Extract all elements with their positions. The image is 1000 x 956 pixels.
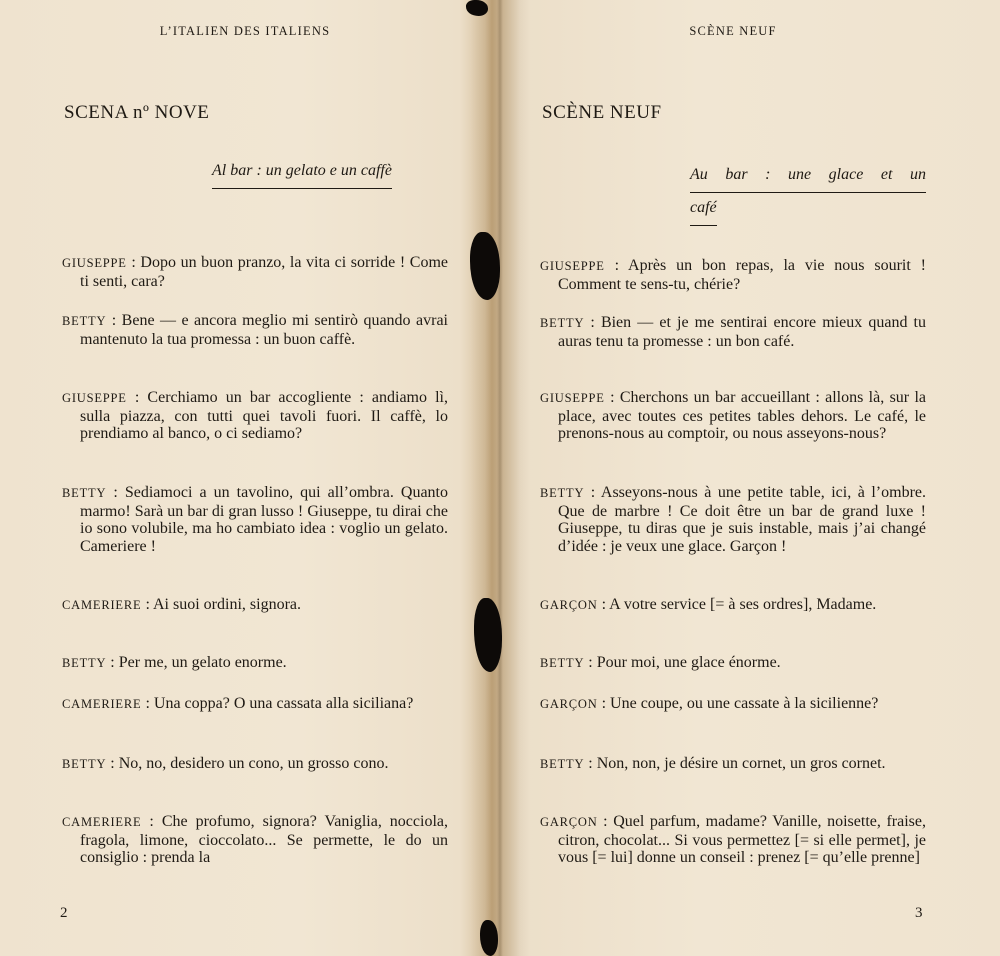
line-text: Cerchiamo un bar accogliente : andiamo lì, sulla piazza, con tutti quei tavoli fuori. Il caffè, lo prendiamo al banco, o ci sediamo? <box>80 389 448 442</box>
scene-title: SCÈNE NEUF <box>542 102 662 123</box>
binding-tear <box>466 0 488 16</box>
line-text: Cherchons un bar accueillant : allons là, sur la place, avec toutes ces petites tables dehors. Le café, le prenons-nous au comptoir, ou nous asseyons-nous? <box>558 389 926 442</box>
speaker-name: GIUSEPPE <box>540 391 605 405</box>
gutter-shadow <box>470 0 530 956</box>
dialogue-line: CAMERIERE : Ai suoi ordini, signora. <box>62 596 301 613</box>
line-text: Pour moi, une glace énorme. <box>596 654 781 671</box>
speaker-name: CAMERIERE <box>62 815 142 829</box>
speaker-name: GARÇON <box>540 697 598 711</box>
speaker-name: BETTY <box>62 656 107 670</box>
line-text: Quel parfum, madame? Vanille, noisette, fraise, citron, chocolat... Si vous permettez [= si elle permet], je vous [= lui] donne un conseil : prenez [= qu’elle prenne] <box>558 813 926 866</box>
dialogue-line: BETTY : No, no, desidero un cono, un grosso cono. <box>62 755 389 772</box>
dialogue-line: GIUSEPPE : Cerchiamo un bar accogliente : andiamo lì, sulla piazza, con tutti quei tavoli fuori. Il caffè, lo prendiamo al banco, o ci sediamo? <box>62 389 448 442</box>
right-page <box>538 0 928 956</box>
dialogue-line: BETTY : Non, non, je désire un cornet, un gros cornet. <box>540 755 886 772</box>
dialogue-line: GIUSEPPE : Cherchons un bar accueillant : allons là, sur la place, avec toutes ces petites tables dehors. Le café, le prenons-nous au comptoir, ou nous asseyons-nous? <box>540 389 926 442</box>
speaker-name: BETTY <box>62 757 107 771</box>
speaker-name: GARÇON <box>540 598 598 612</box>
line-text: Per me, un gelato enorme. <box>118 654 287 671</box>
dialogue-line: GIUSEPPE : Dopo un buon pranzo, la vita ci sorride ! Come ti senti, cara? <box>62 254 448 290</box>
speaker-name: BETTY <box>540 316 585 330</box>
speaker-name: BETTY <box>62 486 107 500</box>
dialogue-line: GARÇON : Quel parfum, madame? Vanille, noisette, fraise, citron, chocolat... Si vous permettez [= si elle permet], je vous [= lui] donne un conseil : prenez [= qu’elle prenne] <box>540 813 926 866</box>
line-text: Asseyons-nous à une petite table, ici, à l’ombre. Que de marbre ! Ce doit être un bar de grand luxe ! Giuseppe, tu diras que je suis instable, mais j’ai changé d’idée : je veux une glace. Garçon ! <box>558 484 927 555</box>
line-text: Non, non, je désire un cornet, un gros cornet. <box>596 755 886 772</box>
speaker-name: BETTY <box>540 656 585 670</box>
scene-subtitle-continued: café <box>690 191 717 226</box>
line-text: Che profumo, signora? Vaniglia, nocciola, fragola, limone, cioccolato... Se permette, le do un consiglio : prenda la <box>80 813 448 866</box>
line-text: Sediamoci a un tavolino, qui all’ombra. Quanto marmo! Sarà un bar di gran lusso ! Giuseppe, tu dirai che io sono volubile, ma ho cambiato idea : voglio un gelato. Cameriere ! <box>80 484 448 555</box>
line-text: Une coupe, ou une cassate à la sicilienne? <box>610 695 879 712</box>
line-text: Bien — et je me sentirai encore mieux quand tu auras tenu ta promesse : un bon café. <box>558 314 926 350</box>
dialogue-line: BETTY : Asseyons-nous à une petite table, ici, à l’ombre. Que de marbre ! Ce doit être un bar de grand luxe ! Giuseppe, tu diras que je suis instable, mais j’ai changé d’idée : je veux une glace. Garçon ! <box>540 484 927 555</box>
speaker-name: CAMERIERE <box>62 697 142 711</box>
left-page <box>60 0 450 956</box>
binding-tear <box>480 920 498 956</box>
scene-subtitle: Al bar : un gelato e un caffè <box>212 154 392 189</box>
line-text: Una coppa? O una cassata alla siciliana? <box>153 695 414 712</box>
dialogue-line: BETTY : Per me, un gelato enorme. <box>62 654 287 671</box>
dialogue-line: CAMERIERE : Che profumo, signora? Vaniglia, nocciola, fragola, limone, cioccolato... Se permette, le do un consiglio : prenda la <box>62 813 448 866</box>
speaker-name: BETTY <box>540 757 585 771</box>
line-text: Dopo un buon pranzo, la vita ci sorride ! Come ti senti, cara? <box>80 254 448 290</box>
running-head: L’ITALIEN DES ITALIENS <box>159 24 331 38</box>
line-text: Après un bon repas, la vie nous sourit ! Comment te sens-tu, chérie? <box>558 257 927 293</box>
scene-title: SCENA nº NOVE <box>64 102 210 123</box>
line-text: Ai suoi ordini, signora. <box>153 596 301 613</box>
page-number: 2 <box>60 905 68 921</box>
dialogue-line: CAMERIERE : Una coppa? O una cassata alla siciliana? <box>62 695 414 712</box>
dialogue-line: BETTY : Bene — e ancora meglio mi sentirò quando avrai mantenuto la tua promessa : un buon caffè. <box>62 312 448 348</box>
dialogue-line: BETTY : Bien — et je me sentirai encore mieux quand tu auras tenu ta promesse : un bon café. <box>540 314 926 350</box>
speaker-name: GARÇON <box>540 815 598 829</box>
dialogue-line: GARÇON : A votre service [= à ses ordres], Madame. <box>540 596 877 613</box>
line-text: A votre service [= à ses ordres], Madame. <box>609 596 877 613</box>
speaker-name: GIUSEPPE <box>62 391 127 405</box>
dialogue-line: GIUSEPPE : Après un bon repas, la vie nous sourit ! Comment te sens-tu, chérie? <box>540 257 927 293</box>
page-number: 3 <box>915 905 923 921</box>
speaker-name: BETTY <box>540 486 585 500</box>
running-head: SCÈNE NEUF <box>689 24 777 38</box>
dialogue-line: BETTY : Pour moi, une glace énorme. <box>540 654 781 671</box>
line-text: Bene — e ancora meglio mi sentirò quando avrai mantenuto la tua promessa : un buon caffè. <box>80 312 448 348</box>
speaker-name: CAMERIERE <box>62 598 142 612</box>
speaker-name: GIUSEPPE <box>540 259 605 273</box>
line-text: No, no, desidero un cono, un grosso cono. <box>118 755 389 772</box>
dialogue-line: BETTY : Sediamoci a un tavolino, qui all’ombra. Quanto marmo! Sarà un bar di gran lusso ! Giuseppe, tu dirai che io sono volubile, ma ho cambiato idea : voglio un gelato. Cameriere ! <box>62 484 448 555</box>
dialogue-line: GARÇON : Une coupe, ou une cassate à la sicilienne? <box>540 695 879 712</box>
scene-subtitle: Au bar : une glace et un <box>690 158 926 193</box>
speaker-name: BETTY <box>62 314 107 328</box>
speaker-name: GIUSEPPE <box>62 256 127 270</box>
